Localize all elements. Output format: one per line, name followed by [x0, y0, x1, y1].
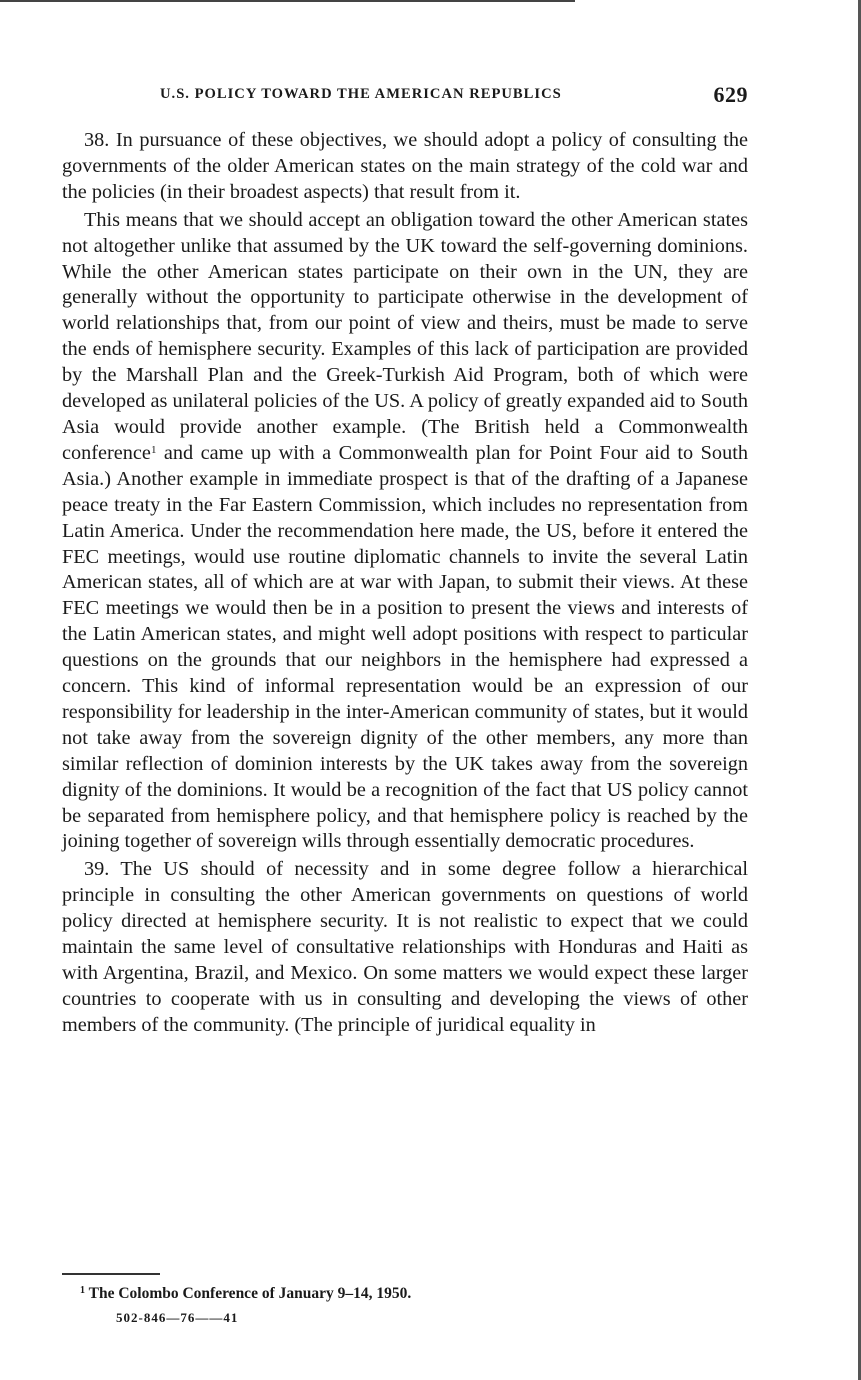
body-text — [62, 128, 748, 1039]
paragraph-39: 39. The US should of necessity and in some degree follow a hierarchical principle in consulting the other American governments on questions of world policy directed at hemisphere security. It is not realistic to expect that we could maintain the same level of consultative relationships with Honduras and Haiti as with Argentina, Brazil, and Mexico. On some matters we would expect these larger countries to cooperate with us in consulting and developing the views of other members of the community. (The principle of juridical equality in — [62, 858, 748, 1036]
page-number: 629 — [713, 82, 748, 107]
paragraph-obligation-after: and came up with a Commonwealth plan for Point Four aid to South Asia.) Another example in immediate prospect is that of the drafting of a Japanese peace treaty in the Far Eastern Commission, which includes no representation from Latin America. Under the recommendation here made, the US, before it entered the FEC meetings, would use routine diplomatic channels to invite the several Latin American states, all of which are at war with Japan, to submit their views. At these FEC meetings we would then be in a position to present the views and interests of the Latin American states, and might well adopt positions with respect to particular questions on the grounds that our neighbors in the hemisphere had expressed a concern. This kind of informal representation would be an expression of our responsibility for leadership in the inter-American community of states, but it would not take away from the sovereign dignity of the other members, any more than similar reflection of dominion interests by the UK takes away from the sovereign dignity of the dominions. It would be a recognition of the fact that US policy cannot be separated from hemisphere policy, and that hemisphere policy is reached by the joining together of sovereign wills through essentially democratic procedures. — [62, 441, 748, 853]
running-title: U.S. POLICY TOWARD THE AMERICAN REPUBLICS — [160, 86, 562, 102]
paragraph-38: 38. In pursuance of these objectives, we should adopt a policy of consulting the governments of the older American states on the main strategy of the cold war and the policies (in their broadest aspects) that result from it. — [62, 129, 748, 203]
print-code: 502-846—76——41 — [116, 1310, 239, 1325]
running-head — [62, 82, 748, 110]
paragraph-obligation — [62, 208, 748, 856]
footnote — [80, 1285, 411, 1303]
paragraph-obligation-before: This means that we should accept an obligation toward the other American states not altogether unlike that assumed by the UK toward the self-governing dominions. While the other American states participate on their own in the UN, they are generally without the opportunity to participate otherwise in the development of world relationships that, from our point of view and theirs, must be made to serve the ends of hemisphere security. Examples of this lack of participation are provided by the Marshall Plan and the Greek-Turkish Aid Program, both of which were developed as unilateral policies of the US. A policy of greatly expanded aid to South Asia would provide another example. (The British held a Commonwealth conference — [62, 208, 748, 464]
footnote-text: The Colombo Conference of January 9–14, 1950. — [88, 1285, 412, 1302]
footnote-marker: 1 — [80, 1285, 85, 1296]
top-rule — [0, 0, 575, 2]
footnote-rule — [62, 1273, 160, 1275]
footnote-ref: 1 — [150, 443, 157, 456]
